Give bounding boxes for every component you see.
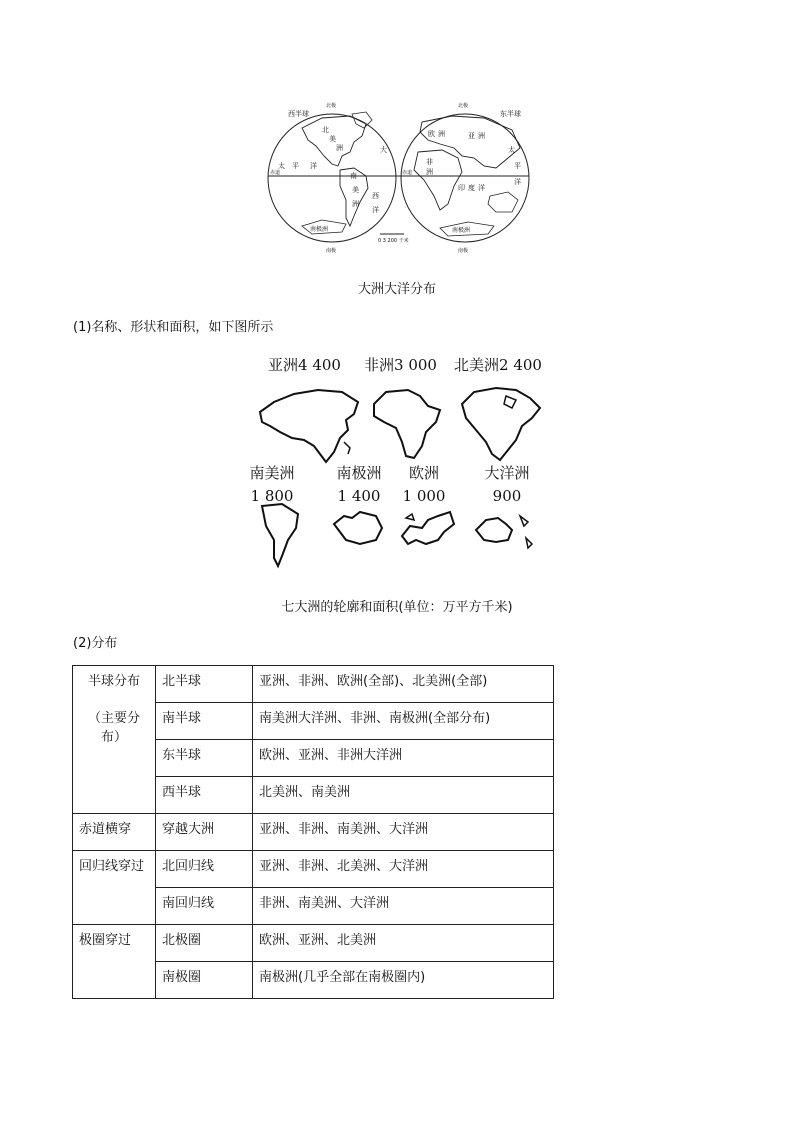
indian-label-2: 度 <box>468 184 475 192</box>
north-pole-right-label: 北极 <box>458 103 469 109</box>
west-hemisphere-label: 西半球 <box>288 110 309 118</box>
south-america-shape <box>256 500 306 570</box>
group-hemisphere-sublabel: （主要分布） <box>87 711 140 745</box>
equator-left-label: 赤道 <box>270 170 281 176</box>
south-america-area: 1 800 <box>250 487 294 505</box>
row-sub: 西半球 <box>156 777 253 814</box>
pacific-left-label-2: 平 <box>292 162 299 170</box>
antarctica-name: 南极洲 <box>336 464 382 482</box>
row-value: 南极洲(几乎全部在南极圈内) <box>253 962 554 999</box>
asia-name: 亚洲 <box>268 356 299 374</box>
table-row <box>73 666 554 703</box>
row-value: 亚洲、非洲、欧洲(全部)、北美洲(全部) <box>253 666 554 703</box>
europe-shape <box>398 506 458 548</box>
south-pole-right-label: 南极 <box>458 248 469 254</box>
oceania-area: 900 <box>492 487 522 505</box>
oceania-caption <box>482 462 532 505</box>
pacific-right-label-1: 太 <box>508 146 515 154</box>
continents-caption: 七大洲的轮廓和面积(单位：万平方千米) <box>281 600 513 615</box>
antarctica-shape <box>330 508 386 548</box>
row-value: 欧洲、亚洲、非洲大洋洲 <box>253 740 554 777</box>
asia-label-1: 亚 <box>468 132 475 140</box>
africa-name: 非洲 <box>364 356 395 374</box>
asia-label-2: 洲 <box>478 132 485 140</box>
section-1-heading: (1)名称、形状和面积，如下图所示 <box>73 320 274 335</box>
north-america-label-2: 美 <box>329 135 336 143</box>
continents-figure <box>244 350 554 570</box>
group-hemisphere-cell <box>73 666 156 814</box>
section-2-heading: (2)分布 <box>73 636 118 651</box>
north-america-label-1: 北 <box>322 126 329 134</box>
row-sub: 南半球 <box>156 703 253 740</box>
south-america-caption <box>248 462 296 505</box>
africa-area: 3 000 <box>394 356 437 374</box>
atlantic-label-1: 大 <box>380 146 387 154</box>
europe-name: 欧洲 <box>408 464 439 482</box>
africa-label-1: 非 <box>426 158 433 166</box>
row-sub: 北极圈 <box>156 925 253 962</box>
south-pole-left-label: 南极 <box>326 248 337 254</box>
south-america-name: 南美洲 <box>249 464 295 482</box>
row-value: 非洲、南美洲、大洋洲 <box>253 888 554 925</box>
row-value: 亚洲、非洲、南美洲、大洋洲 <box>253 814 554 851</box>
north-america-caption <box>454 354 542 375</box>
north-america-name: 北美洲 <box>454 356 500 374</box>
antarctica-area: 1 400 <box>337 487 381 505</box>
pacific-right-label-3: 洋 <box>514 178 521 186</box>
atlantic-label-2: 西 <box>372 192 379 200</box>
row-sub: 南回归线 <box>156 888 253 925</box>
africa-shape <box>368 386 448 462</box>
south-america-label-1: 南 <box>350 172 357 180</box>
table-row <box>73 925 554 962</box>
group-hemisphere-label: 半球分布 <box>87 674 140 689</box>
pacific-left-label-1: 太 <box>278 162 285 170</box>
row-value: 欧洲、亚洲、北美洲 <box>253 925 554 962</box>
row-value: 北美洲、南美洲 <box>253 777 554 814</box>
equator-right-label: 赤道 <box>402 170 413 176</box>
row-sub: 穿越大洲 <box>156 814 253 851</box>
row-sub: 北回归线 <box>156 851 253 888</box>
asia-shape <box>254 382 364 466</box>
east-hemisphere-label: 东半球 <box>500 110 521 118</box>
group-polar-label: 极圈穿过 <box>73 925 156 999</box>
row-sub: 北半球 <box>156 666 253 703</box>
atlantic-label-3: 洋 <box>372 206 379 214</box>
europe-area: 1 000 <box>402 487 446 505</box>
antarctica-right-label: 南极洲 <box>452 227 471 234</box>
south-america-label-2: 美 <box>352 186 359 194</box>
row-sub: 南极圈 <box>156 962 253 999</box>
europe-label-2: 洲 <box>438 130 445 138</box>
row-sub: 东半球 <box>156 740 253 777</box>
group-tropics-label: 回归线穿过 <box>73 851 156 925</box>
world-map-figure <box>262 100 537 258</box>
pacific-left-label-3: 洋 <box>310 162 317 170</box>
row-value: 南美洲大洋洲、非洲、南极洲(全部分布) <box>253 703 554 740</box>
north-america-shape <box>456 384 546 470</box>
africa-label-2: 洲 <box>426 168 433 176</box>
table-row <box>73 851 554 888</box>
oceania-name: 大洋洲 <box>484 464 530 482</box>
north-america-area: 2 400 <box>499 356 542 374</box>
indian-label-3: 洋 <box>478 184 485 192</box>
asia-area: 4 400 <box>298 356 341 374</box>
africa-caption <box>364 354 437 375</box>
asia-caption <box>268 354 341 375</box>
antarctica-left-label: 南极洲 <box>310 226 329 233</box>
indian-label-1: 印 <box>458 184 465 192</box>
oceania-shape <box>472 508 538 552</box>
distribution-table <box>72 665 554 999</box>
west-hemisphere-disc <box>268 114 396 242</box>
antarctica-caption <box>334 462 384 505</box>
north-pole-left-label: 北极 <box>326 103 337 109</box>
table-row <box>73 814 554 851</box>
south-america-label-3: 洲 <box>352 200 359 208</box>
map-caption: 大洲大洋分布 <box>357 282 436 297</box>
europe-label-1: 欧 <box>428 130 435 138</box>
scale-label: 0 3 200 千米 <box>378 238 409 244</box>
group-equator-label: 赤道横穿 <box>73 814 156 851</box>
row-value: 亚洲、非洲、北美洲、大洋洲 <box>253 851 554 888</box>
north-america-label-3: 洲 <box>336 144 343 152</box>
europe-caption <box>402 462 446 505</box>
pacific-right-label-2: 平 <box>514 162 521 170</box>
